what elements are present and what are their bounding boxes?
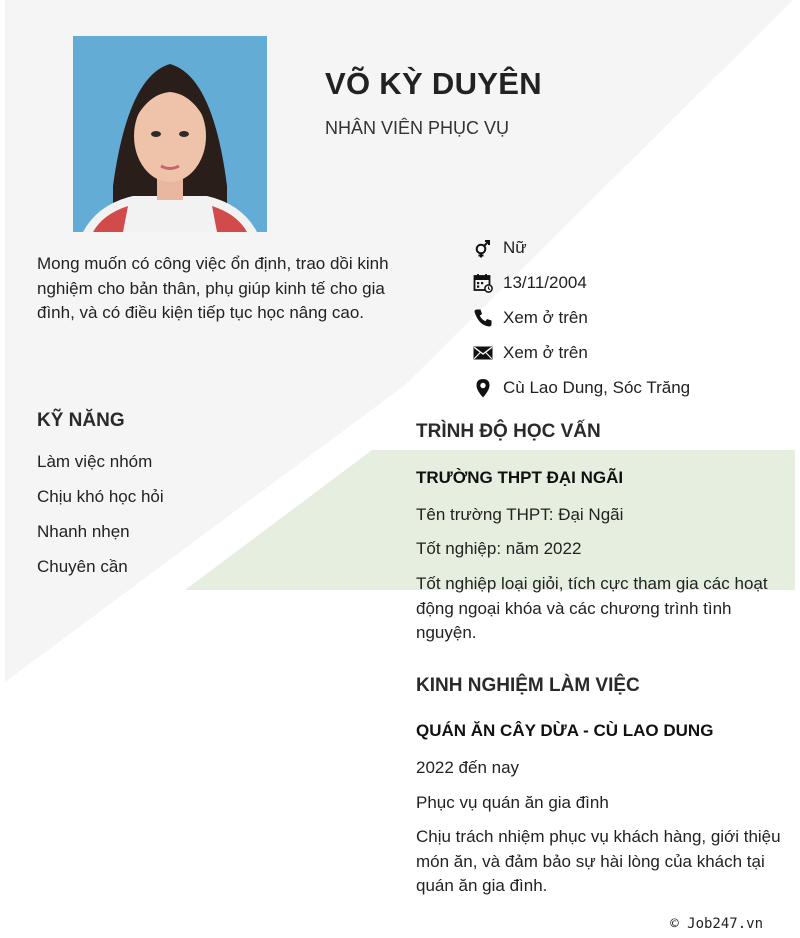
education-description: Tốt nghiệp loại giỏi, tích cực tham gia các hoạt động ngoại khóa và các chương trình tình nguyện. (416, 574, 768, 642)
contact-address (472, 370, 690, 405)
contact-info (472, 230, 690, 405)
skill-item: Nhanh nhẹn (37, 522, 130, 541)
experience-role: Phục vụ quán ăn gia đình (416, 793, 609, 812)
phone-value: Xem ở trên (503, 307, 588, 327)
gender-value: Nữ (503, 237, 527, 257)
contact-email (472, 335, 690, 370)
career-objective: Mong muốn có công việc ổn định, trao dồi kinh nghiệm cho bản thân, phụ giúp kinh tế cho gia đình, và có điều kiện tiếp tục học nâng cao. (37, 254, 389, 322)
education-heading: TRÌNH ĐỘ HỌC VẤN (416, 421, 601, 442)
location-pin-icon (472, 377, 494, 399)
experience-description: Chịu trách nhiệm phục vụ khách hàng, giới thiệu món ăn, và đảm bảo sự hài lòng của khách tại quán ăn gia đình. (416, 827, 781, 895)
contact-birthdate (472, 265, 690, 300)
candidate-name: VÕ KỲ DUYÊN (325, 66, 542, 101)
phone-icon (472, 307, 494, 329)
job-position: NHÂN VIÊN PHỤC VỤ (325, 118, 510, 138)
experience-company: QUÁN ĂN CÂY DỪA - CÙ LAO DUNG (416, 721, 714, 740)
email-icon (472, 342, 494, 364)
skill-item: Làm việc nhóm (37, 452, 153, 471)
contact-gender (472, 230, 690, 265)
education-school-name: Tên trường THPT: Đại Ngãi (416, 505, 624, 524)
email-value: Xem ở trên (503, 342, 588, 362)
skills-list (37, 450, 164, 590)
address-value: Cù Lao Dung, Sóc Trăng (503, 377, 691, 397)
gender-icon (472, 237, 494, 259)
education-graduation: Tốt nghiệp: năm 2022 (416, 539, 582, 558)
skill-item: Chuyên cần (37, 557, 128, 576)
calendar-icon (472, 272, 494, 294)
experience-heading: KINH NGHIỆM LÀM VIỆC (416, 675, 640, 696)
profile-photo (73, 36, 267, 232)
experience-period: 2022 đến nay (416, 758, 520, 777)
footer-copyright: © Job247.vn (670, 916, 763, 932)
skill-item: Chịu khó học hỏi (37, 487, 164, 506)
education-school-title: TRƯỜNG THPT ĐẠI NGÃI (416, 468, 624, 487)
skills-heading: KỸ NĂNG (37, 410, 125, 431)
birthdate-value: 13/11/2004 (503, 272, 587, 292)
contact-phone (472, 300, 690, 335)
